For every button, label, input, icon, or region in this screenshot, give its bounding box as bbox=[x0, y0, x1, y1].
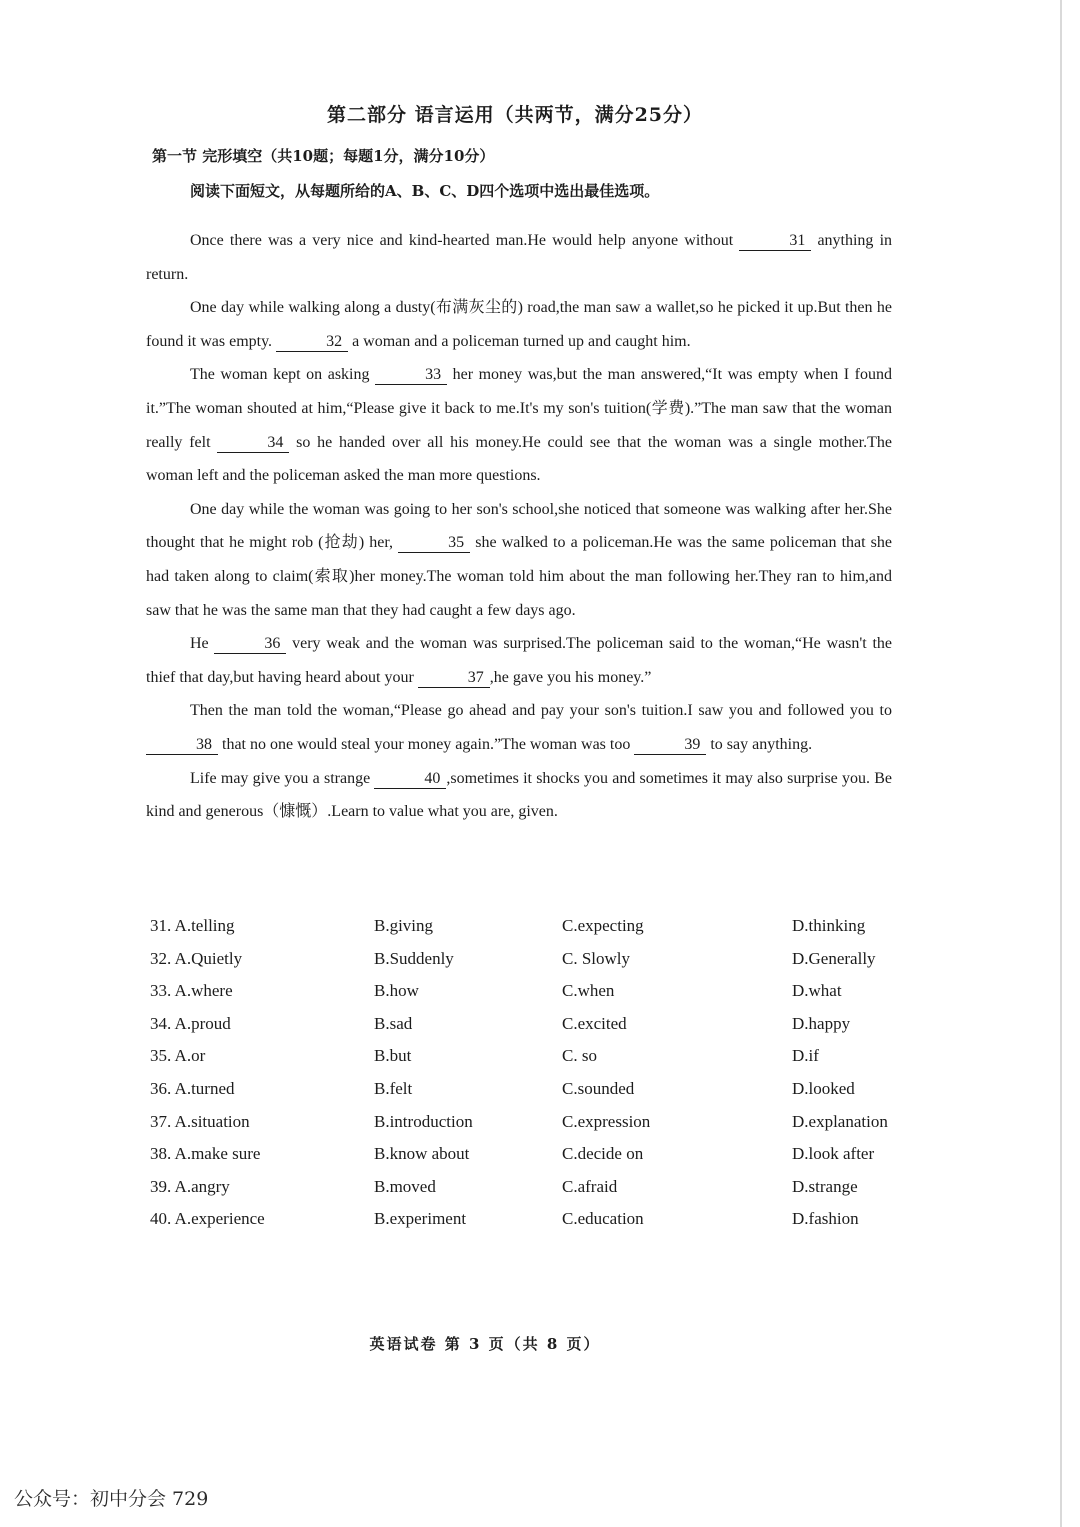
instructions: 阅读下面短文，从每题所给的A、B、C、D四个选项中选出最佳选项。 bbox=[190, 182, 660, 200]
option-a: 39. A.angry bbox=[150, 1176, 230, 1196]
passage-paragraph bbox=[146, 694, 892, 761]
option-c: C. Slowly bbox=[562, 948, 631, 968]
passage-paragraph bbox=[146, 291, 892, 358]
passage-text: ,sometimes it shocks you and sometimes it may also surprise you. Be kind and generous（慷慨）.Learn to value what you are, given. bbox=[146, 769, 893, 821]
option-c: C.education bbox=[562, 1209, 644, 1229]
option-row bbox=[150, 1046, 910, 1079]
answer-blank: 34 bbox=[217, 434, 289, 453]
option-d: D.explanation bbox=[792, 1111, 888, 1131]
passage-text: so he handed over all his money.He could see that the woman was a single mother.The woman left and the policeman asked the man more questions. bbox=[146, 433, 893, 485]
option-c: C.when bbox=[562, 981, 615, 1001]
option-b: B.Suddenly bbox=[374, 948, 454, 968]
option-d: D.what bbox=[792, 981, 842, 1001]
passage-paragraph bbox=[146, 762, 892, 829]
option-row bbox=[150, 949, 910, 982]
option-c: C. so bbox=[562, 1046, 597, 1066]
option-a: 32. A.Quietly bbox=[150, 948, 243, 968]
passage-text: The woman kept on asking bbox=[190, 366, 376, 384]
option-d: D.if bbox=[792, 1046, 819, 1066]
option-d: D.happy bbox=[792, 1013, 851, 1033]
passage-text: anything in return. bbox=[146, 232, 893, 283]
subsection-title: 第一节 完形填空（共10题；每题1分，满分10分） bbox=[152, 147, 495, 165]
answer-blank: 38 bbox=[146, 736, 218, 755]
option-a: 40. A.experience bbox=[150, 1209, 265, 1229]
answer-blank: 40 bbox=[374, 770, 446, 789]
passage-paragraph bbox=[146, 224, 892, 291]
passage-text: Life may give you a strange bbox=[190, 769, 375, 787]
option-a: 33. A.where bbox=[150, 981, 233, 1001]
option-a: 31. A.telling bbox=[150, 916, 235, 935]
passage-text: to say anything. bbox=[706, 735, 813, 753]
answer-blank: 33 bbox=[375, 366, 447, 385]
option-c: C.afraid bbox=[562, 1176, 618, 1196]
option-row bbox=[150, 1209, 910, 1242]
passage-text: One day while the woman was going to her son's school,she noticed that someone was walking after her.She thought that he might rob (抢劫) her, bbox=[146, 500, 892, 552]
answer-blank: 36 bbox=[214, 635, 286, 654]
passage-paragraph bbox=[146, 493, 892, 627]
option-b: B.but bbox=[374, 1046, 412, 1066]
passage-text: she walked to a policeman.He was the same policeman that she had taken along to claim(索取)her money.The woman told him about the man following her.They ran to him,and saw that he was the same man that they had caught a few days ago. bbox=[146, 534, 892, 619]
option-c: C.expression bbox=[562, 1111, 651, 1131]
option-row bbox=[150, 1144, 910, 1177]
option-d: D.thinking bbox=[792, 916, 866, 935]
answer-blank: 32 bbox=[276, 333, 348, 352]
passage-text: One day while walking along a dusty(布满灰尘的) road,the man saw a wallet,so he picked it up.But then he found it was empty. bbox=[146, 299, 892, 350]
answer-blank: 39 bbox=[634, 736, 706, 755]
option-c: C.excited bbox=[562, 1013, 627, 1033]
cloze-passage bbox=[146, 224, 892, 829]
option-c: C.sounded bbox=[562, 1078, 635, 1098]
option-d: D.strange bbox=[792, 1176, 858, 1196]
answer-blank: 35 bbox=[398, 534, 470, 553]
option-a: 38. A.make sure bbox=[150, 1144, 261, 1164]
option-b: B.sad bbox=[374, 1013, 413, 1033]
option-a: 34. A.proud bbox=[150, 1013, 231, 1033]
passage-text: that no one would steal your money again.”The woman was too bbox=[218, 735, 635, 753]
passage-text: He bbox=[190, 635, 215, 653]
passage-text: ,he gave you his money.” bbox=[489, 668, 652, 686]
option-d: D.fashion bbox=[792, 1209, 859, 1229]
option-a: 35. A.or bbox=[150, 1046, 206, 1066]
option-b: B.giving bbox=[374, 916, 434, 935]
passage-text: her money was,but the man answered,“It was empty when I found it.”The woman shouted at him,“Please give it back to me.It's my son's tuition(学费).”The man saw that the woman really felt bbox=[146, 366, 893, 451]
option-a: 36. A.turned bbox=[150, 1078, 235, 1098]
option-b: B.introduction bbox=[374, 1111, 473, 1131]
option-row bbox=[150, 1079, 910, 1112]
option-row bbox=[150, 981, 910, 1014]
option-d: D.look after bbox=[792, 1144, 875, 1164]
option-a: 37. A.situation bbox=[150, 1111, 250, 1131]
answer-blank: 31 bbox=[739, 232, 811, 251]
option-row bbox=[150, 916, 910, 949]
passage-paragraph bbox=[146, 358, 892, 492]
passage-text: a woman and a policeman turned up and caught him. bbox=[348, 332, 691, 350]
watermark: 公众号：初中分会 729 bbox=[14, 1488, 209, 1510]
options-table bbox=[150, 916, 910, 1242]
option-b: B.know about bbox=[374, 1144, 470, 1164]
answer-blank: 37 bbox=[418, 669, 490, 688]
page-edge bbox=[1060, 0, 1062, 1527]
section-title: 第二部分 语言运用（共两节，满分25分） bbox=[326, 104, 704, 126]
passage-text: Then the man told the woman,“Please go ahead and pay your son's tuition.I saw you and followed you to bbox=[190, 702, 892, 720]
option-row bbox=[150, 1177, 910, 1210]
option-b: B.felt bbox=[374, 1078, 413, 1098]
option-b: B.moved bbox=[374, 1176, 436, 1196]
passage-text: very weak and the woman was surprised.The policeman said to the woman,“He wasn't the thief that day,but having heard about your bbox=[146, 635, 893, 686]
option-b: B.how bbox=[374, 981, 419, 1001]
option-row bbox=[150, 1112, 910, 1145]
option-c: C.decide on bbox=[562, 1144, 644, 1164]
page-footer: 英语试卷 第 3 页（共 8 页） bbox=[369, 1335, 601, 1353]
option-c: C.expecting bbox=[562, 916, 644, 935]
option-b: B.experiment bbox=[374, 1209, 467, 1229]
passage-paragraph bbox=[146, 627, 892, 694]
option-row bbox=[150, 1014, 910, 1047]
passage-text: Once there was a very nice and kind-hearted man.He would help anyone without bbox=[190, 232, 740, 249]
option-d: D.looked bbox=[792, 1078, 855, 1098]
option-d: D.Generally bbox=[792, 948, 876, 968]
